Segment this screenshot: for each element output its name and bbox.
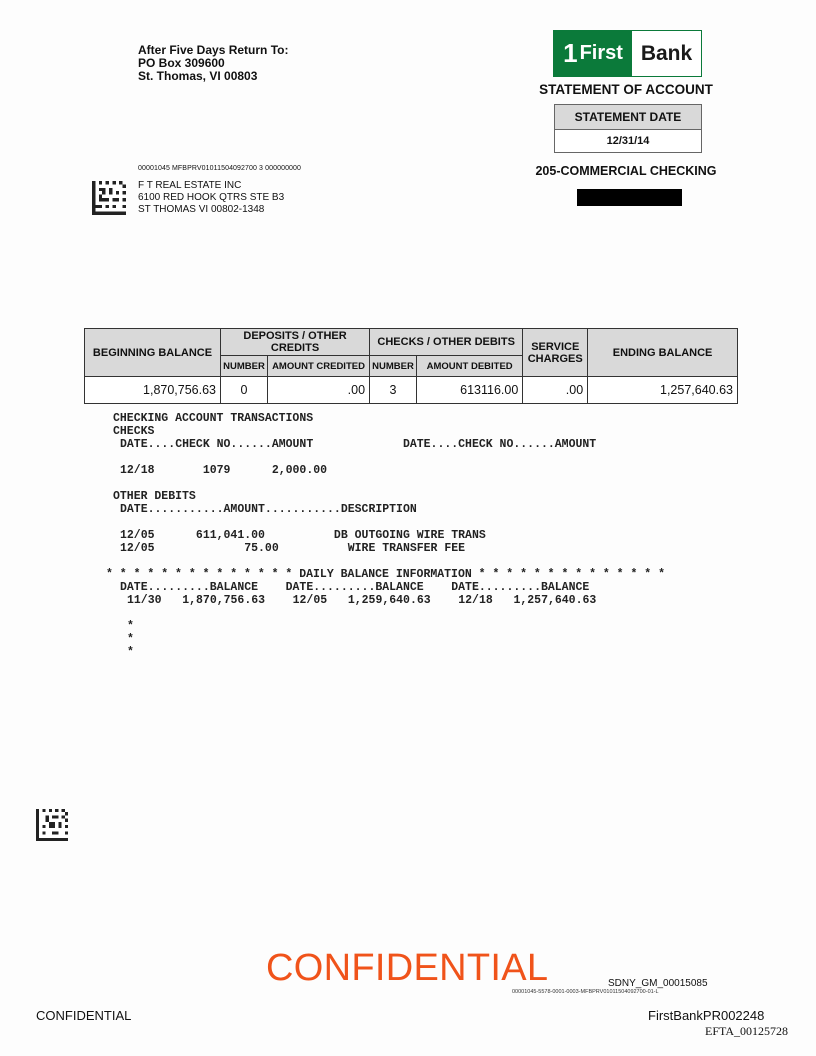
checks-header: DATE....CHECK NO......AMOUNT DATE....CHECK NO......AMOUNT bbox=[120, 438, 597, 451]
amount-debited-value: 613116.00 bbox=[417, 377, 523, 404]
checks-title: CHECKS bbox=[113, 425, 155, 438]
transactions-section-title: CHECKING ACCOUNT TRANSACTIONS bbox=[113, 412, 314, 425]
firstbank-logo bbox=[553, 30, 702, 77]
checks-row: 12/18 1079 2,000.00 bbox=[120, 464, 328, 477]
customer-address-line2: ST THOMAS VI 00802-1348 bbox=[138, 204, 265, 215]
mail-code: 00001045 MFBPRV01011504092700 3 000000000 bbox=[138, 165, 302, 172]
statement-date-box bbox=[554, 104, 702, 153]
qr-code-icon bbox=[36, 809, 68, 841]
ending-balance-value: 1,257,640.63 bbox=[588, 377, 738, 404]
header-deposits: DEPOSITS / OTHER CREDITS bbox=[221, 329, 370, 356]
account-summary-table bbox=[84, 328, 738, 404]
redaction-bar bbox=[577, 189, 682, 206]
header-checks-number: NUMBER bbox=[370, 356, 417, 377]
statement-title: STATEMENT OF ACCOUNT bbox=[539, 82, 713, 97]
other-debits-header: DATE...........AMOUNT...........DESCRIPTION bbox=[120, 503, 417, 516]
other-debits-row: 12/05 611,041.00 DB OUTGOING WIRE TRANS bbox=[120, 529, 486, 542]
statement-date-label: STATEMENT DATE bbox=[555, 105, 701, 130]
header-amount-debited: AMOUNT DEBITED bbox=[417, 356, 523, 377]
deposits-number-value: 0 bbox=[221, 377, 268, 404]
logo-bank: Bank bbox=[640, 41, 693, 65]
efta-id: EFTA_00125728 bbox=[705, 1024, 789, 1038]
bates-number: SDNY_GM_00015085 bbox=[608, 978, 708, 989]
service-charges-value: .00 bbox=[523, 377, 588, 404]
other-debits-row: 12/05 75.00 WIRE TRANSFER FEE bbox=[120, 542, 466, 555]
beginning-balance-value: 1,870,756.63 bbox=[85, 377, 221, 404]
logo-green-panel bbox=[554, 31, 632, 76]
header-ending-balance: ENDING BALANCE bbox=[588, 329, 738, 377]
return-address-line1: After Five Days Return To: bbox=[138, 43, 289, 57]
star-line: * bbox=[127, 633, 134, 646]
daily-balance-row: 11/30 1,870,756.63 12/05 1,259,640.63 12/18 1,257,640.63 bbox=[127, 594, 597, 607]
customer-name: F T REAL ESTATE INC bbox=[138, 180, 242, 191]
return-address-line3: St. Thomas, VI 00803 bbox=[138, 69, 258, 83]
firstbank-document-id: FirstBankPR002248 bbox=[648, 1008, 765, 1023]
qr-code-icon bbox=[92, 181, 126, 215]
daily-balance-title: * * * * * * * * * * * * * * DAILY BALANCE INFORMATION * * * * * * * * * * * * * * bbox=[106, 568, 665, 581]
star-line: * bbox=[127, 620, 134, 633]
header-beginning-balance: BEGINNING BALANCE bbox=[85, 329, 221, 377]
daily-balance-header: DATE.........BALANCE DATE.........BALANCE DATE.........BALANCE bbox=[120, 581, 590, 594]
header-deposits-number: NUMBER bbox=[221, 356, 268, 377]
customer-address bbox=[138, 180, 284, 216]
customer-address-line1: 6100 RED HOOK QTRS STE B3 bbox=[138, 192, 285, 203]
star-line: * bbox=[127, 646, 134, 659]
return-address-line2: PO Box 309600 bbox=[138, 56, 225, 70]
other-debits-title: OTHER DEBITS bbox=[113, 490, 196, 503]
statement-date-value: 12/31/14 bbox=[555, 130, 701, 152]
return-address bbox=[138, 44, 288, 83]
checks-number-value: 3 bbox=[370, 377, 417, 404]
amount-credited-value: .00 bbox=[267, 377, 369, 404]
tiny-code: 00001045-5578-0001-0003-MFBPRV01011504092700-01-L bbox=[512, 989, 659, 995]
confidential-stamp: CONFIDENTIAL bbox=[266, 947, 549, 989]
header-checks: CHECKS / OTHER DEBITS bbox=[370, 329, 523, 356]
logo-first: First bbox=[579, 42, 623, 64]
logo-one: 1 bbox=[563, 38, 578, 68]
header-amount-credited: AMOUNT CREDITED bbox=[267, 356, 369, 377]
account-type: 205-COMMERCIAL CHECKING bbox=[535, 164, 717, 178]
header-service-charges: SERVICE CHARGES bbox=[523, 329, 588, 377]
confidential-label: CONFIDENTIAL bbox=[36, 1008, 132, 1023]
